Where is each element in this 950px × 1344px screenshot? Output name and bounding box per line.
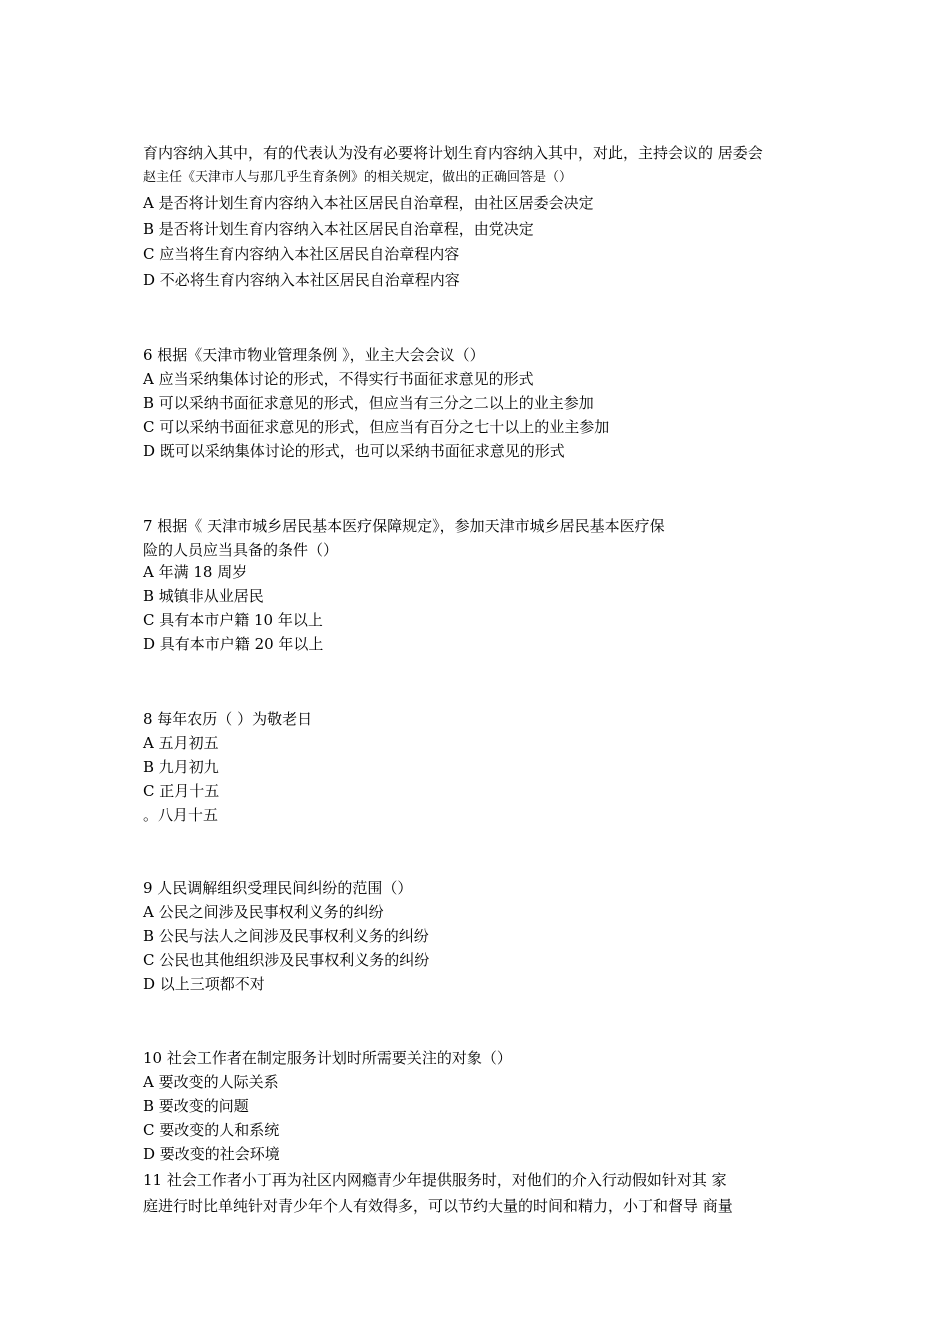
q10-option-b: B 要改变的问题 (143, 1097, 249, 1115)
q10-option-a: A 要改变的人际关系 (143, 1073, 279, 1091)
q10-option-c: C 要改变的人和系统 (143, 1121, 280, 1139)
intro-option-b: B 是否将计划生育内容纳入本社区居民自治章程，由党决定 (143, 220, 534, 238)
q11-line-1: 11 社会工作者小丁再为社区内网瘾青少年提供服务时，对他们的介入行动假如针对其 家 (143, 1171, 727, 1189)
intro-option-a: A 是否将计划生育内容纳入本社区居民自治章程，由社区居委会决定 (143, 194, 594, 212)
q9-option-a: A 公民之间涉及民事权利义务的纠纷 (143, 903, 384, 921)
q11-line-2: 庭进行时比单纯针对青少年个人有效得多，可以节约大量的时间和精力，小丁和督导 商量 (143, 1197, 733, 1215)
q9-option-c: C 公民也其他组织涉及民事权利义务的纠纷 (143, 951, 430, 969)
q8-option-d: 。八月十五 (143, 806, 219, 824)
q8-question: 8 每年农历（ ）为敬老日 (143, 710, 313, 728)
q8-option-a: A 五月初五 (143, 734, 219, 752)
q10-option-d: D 要改变的社会环境 (143, 1145, 280, 1163)
intro-option-c: C 应当将生育内容纳入本社区居民自治章程内容 (143, 245, 460, 263)
intro-line-2: 赵主任《天津市人与那几乎生育条例》的相关规定，做出的正确回答是（） (143, 170, 573, 185)
q8-option-b: B 九月初九 (143, 758, 219, 776)
q6-option-b: B 可以采纳书面征求意见的形式，但应当有三分之二以上的业主参加 (143, 394, 594, 412)
q7-option-d: D 具有本市户籍 20 年以上 (143, 635, 324, 653)
q9-option-b: B 公民与法人之间涉及民事权利义务的纠纷 (143, 927, 429, 945)
q9-option-d: D 以上三项都不对 (143, 975, 265, 993)
q8-option-c: C 正月十五 (143, 782, 220, 800)
q6-option-d: D 既可以采纳集体讨论的形式，也可以采纳书面征求意见的形式 (143, 442, 565, 460)
q7-option-b: B 城镇非从业居民 (143, 587, 264, 605)
q7-option-c: C 具有本市户籍 10 年以上 (143, 611, 323, 629)
q7-question-line-2: 险的人员应当具备的条件（） (143, 541, 339, 559)
q7-question-line-1: 7 根据《 天津市城乡居民基本医疗保障规定》，参加天津市城乡居民基本医疗保 (143, 517, 665, 535)
intro-option-d: D 不必将生育内容纳入本社区居民自治章程内容 (143, 271, 460, 289)
q6-option-c: C 可以采纳书面征求意见的形式，但应当有百分之七十以上的业主参加 (143, 418, 610, 436)
intro-line-1: 育内容纳入其中，有的代表认为没有必要将计划生育内容纳入其中，对此，主持会议的 居委会 (143, 144, 763, 162)
q7-option-a: A 年满 18 周岁 (143, 563, 248, 581)
q6-option-a: A 应当采纳集体讨论的形式，不得实行书面征求意见的形式 (143, 370, 534, 388)
q9-question: 9 人民调解组织受理民间纠纷的范围（） (143, 879, 413, 897)
q6-question: 6 根据《天津市物业管理条例 》，业主大会会议（） (143, 346, 485, 364)
q10-question: 10 社会工作者在制定服务计划时所需要关注的对象（） (143, 1049, 512, 1067)
